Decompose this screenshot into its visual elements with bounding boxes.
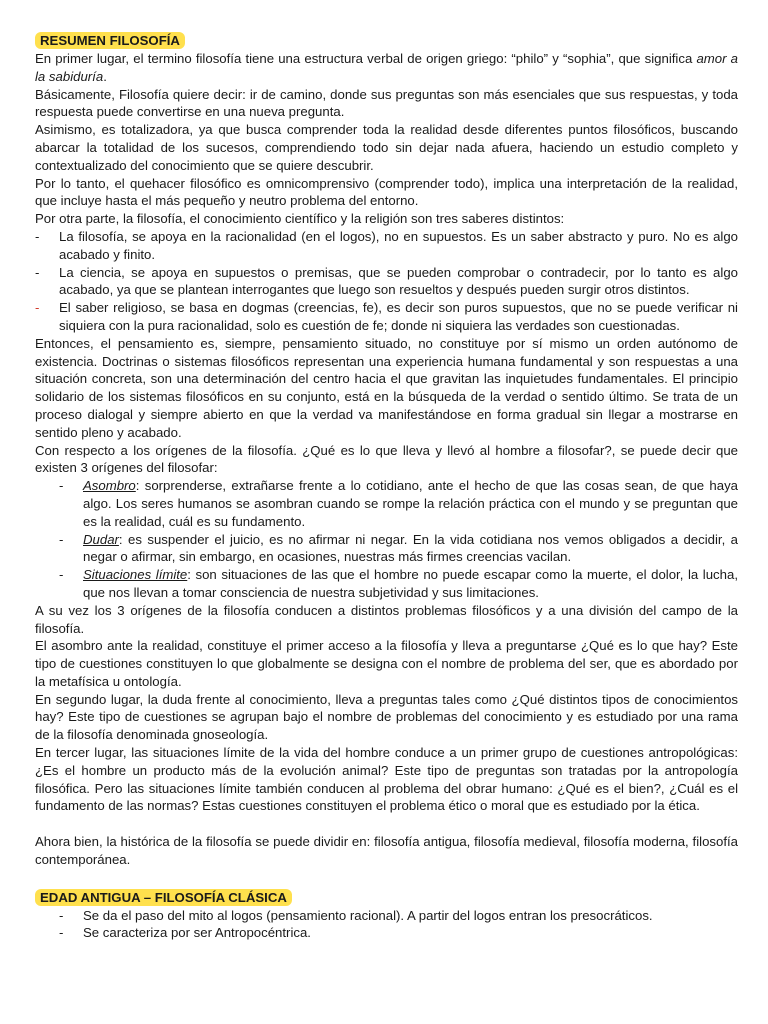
section-heading-resumen: RESUMEN FILOSOFÍA: [35, 32, 185, 49]
term-dudar: Dudar: [83, 531, 119, 547]
intro-paragraph-4: Por lo tanto, el quehacer filosófico es omnicomprensivo (comprender todo), implica una interpretación de la realidad, que incluye hasta el más pequeño y neutro problema del entorno.: [35, 175, 738, 209]
paragraph-pensamiento-situado: Entonces, el pensamiento es, siempre, pensamiento situado, no constituye por sí mismo un orden autónomo de existencia. Doctrinas o sistemas filosóficos representan una experiencia humana fundamental y son respuestas a una situación concreta, son una determinación del centro hacia el que gravitan las inquietudes fundamentales. El principio solidario de los sistemas filosóficos en su conjunto, está en la búsqueda de la verdad o sentido último. Se trata de un proceso dialogal y siempre abierto en que la verdad va manifestándose en forma gradual sin llegar a mostrarse en sentido pleno y acabado.: [35, 335, 738, 440]
paragraph-duda: En segundo lugar, la duda frente al conocimiento, lleva a preguntas tales como ¿Qué distintos tipos de conocimientos hay? Este tipo de cuestiones se agrupan bajo el nombre de problemas del conocimiento y es estudiado por una rama de la filosofía denominada gnoseología.: [35, 691, 738, 743]
list-item: - Dudar: es suspender el juicio, es no afirmar ni negar. En la vida cotidiana nos vemos obligados a decidir, a negar o afirmar, sin embargo, en ocasiones, nuestras más firmes creencias vacilan.: [59, 531, 738, 565]
blank-line: [35, 815, 738, 833]
antigua-list: [35, 907, 738, 943]
list-item: - Se caracteriza por ser Antropocéntrica.: [59, 925, 311, 941]
paragraph-division: A su vez los 3 orígenes de la filosofía conducen a distintos problemas filosóficos y a una división del campo de la filosofía.: [35, 602, 738, 636]
intro-paragraph-1: En primer lugar, el termino filosofía tiene una estructura verbal de origen griego: “philo” y “sophia”, que significa amor a la sabiduría.: [35, 51, 739, 84]
paragraph-situaciones: En tercer lugar, las situaciones límite de la vida del hombre conduce a un primer grupo de cuestiones antropológicas: ¿Es el hombre un producto más de la evolución animal? Este tipo de preguntas son tratadas por la antropología filosófica. Pero las situaciones límite también conducen al problema del obrar humano: ¿Qué es el bien?, ¿Cuál es el fundamento de las normas? Estas cuestiones constituyen el problema ético o moral que es estudiado por la ética.: [35, 745, 738, 814]
list-item: - Se da el paso del mito al logos (pensamiento racional). A partir del logos entran los presocráticos.: [59, 907, 653, 923]
term-asombro: Asombro: [83, 478, 136, 494]
intro-paragraph-2: Básicamente, Filosofía quiere decir: ir de camino, donde sus preguntas son más esenciales que sus respuestas, y toda respuesta puede convertirse en una nueva pregunta.: [35, 86, 738, 120]
paragraph-historia: Ahora bien, la histórica de la filosofía se puede dividir en: filosofía antigua, filosofía medieval, filosofía moderna, filosofía contemporánea.: [35, 834, 738, 867]
list-item: - La filosofía, se apoya en la racionalidad (en el logos), no en supuestos. Es un saber abstracto y puro. No es algo acabado y finito.: [35, 228, 738, 262]
term-situaciones-limite: Situaciones límite: [83, 567, 188, 583]
section-heading-edad-antigua: EDAD ANTIGUA – FILOSOFÍA CLÁSICA: [35, 889, 292, 906]
paragraph-asombro: El asombro ante la realidad, constituye el primer acceso a la filosofía y lleva a preguntarse ¿Qué es lo que hay? Este tipo de cuestiones constituyen lo que globalmente se designa con el nombre de problema del ser, que es abordado por la metafísica u ontología.: [35, 638, 738, 689]
emphasis-amor-sabiduria: amor a la sabiduría: [35, 51, 739, 84]
list-item: - La ciencia, se apoya en supuestos o premisas, que se pueden comprobar o contradecir, por lo tanto es algo acabado, ya que se plantean interrogantes que luego son resueltos y después pueden surgir otros distintos.: [35, 264, 738, 298]
intro-paragraph-5: Por otra parte, la filosofía, el conocimiento científico y la religión son tres saberes distintos:: [35, 211, 565, 227]
paragraph-origenes-intro: Con respecto a los orígenes de la filosofía. ¿Qué es lo que lleva y llevó al hombre a filosofar?, se puede decir que existen 3 orígenes del filosofar:: [35, 442, 738, 476]
list-item: - Situaciones límite: son situaciones de las que el hombre no puede escapar como la muerte, el dolor, la lucha, que nos llevan a tomar consciencia de nuestra subjetividad y sus limitaciones.: [59, 567, 738, 600]
saberes-list: [35, 228, 738, 335]
intro-paragraph-3: Asimismo, es totalizadora, ya que busca comprender toda la realidad desde diferentes puntos filosóficos, buscando abarcar la totalidad de los sucesos, comprendiendo todo sin dejar nada afuera, haciendo un estudio completo y contextualizado del conocimiento que se quiere descubrir.: [35, 122, 738, 173]
origenes-list: [35, 477, 738, 602]
list-item: - El saber religioso, se basa en dogmas (creencias, fe), es decir son puros supuestos, que no se puede verificar ni siquiera con la pura racionalidad, solo es cuestión de fe; donde ni siquiera las verdades son cuestionadas.: [35, 300, 738, 333]
list-item: - Asombro: sorprenderse, extrañarse frente a lo cotidiano, ante el hecho de que las cosas sean, de que haya algo. Los seres humanos se asombran cuando se rompe la relación práctica con el mundo y se preguntan que es la realidad, cuál es su fundamento.: [59, 478, 738, 529]
blank-line: [35, 869, 738, 889]
